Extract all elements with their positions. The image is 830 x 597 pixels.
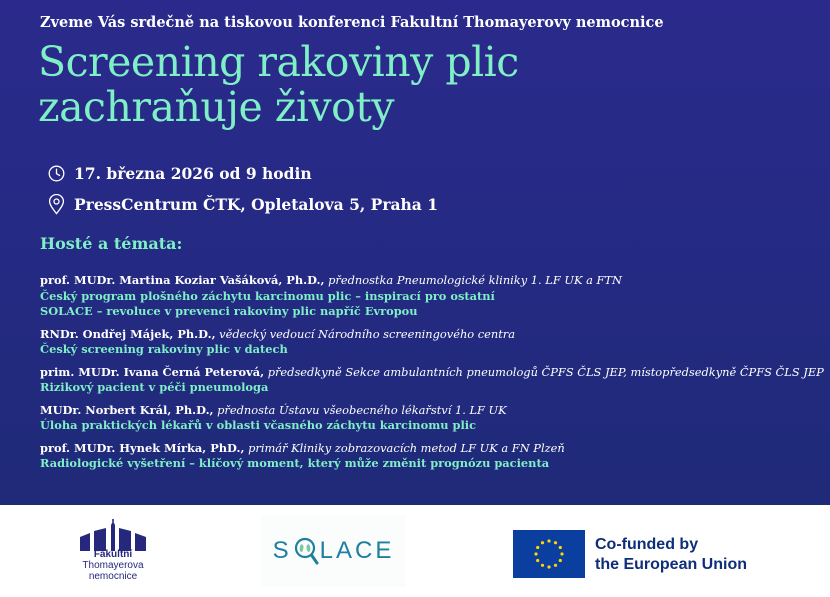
eu-funding-text bbox=[595, 535, 747, 575]
event-place-text: PressCentrum ČTK, Opletalova 5, Praha 1 bbox=[74, 194, 439, 214]
title-line-1: Screening rakoviny plic bbox=[38, 38, 519, 86]
eu-line-1: Co-funded by bbox=[595, 536, 699, 553]
invitation-line: Zveme Vás srdečně na tiskovou konferenci Fakultní Thomayerovy nemocnice bbox=[40, 14, 664, 31]
guests-heading: Hosté a témata: bbox=[40, 234, 183, 253]
guest-item bbox=[40, 364, 824, 396]
guest-line bbox=[40, 403, 820, 419]
guest-list bbox=[40, 273, 824, 479]
guest-topic: Úloha praktických lékařů v oblasti včasného záchytu karcinomu plic bbox=[40, 418, 477, 432]
solace-text-start: S bbox=[272, 537, 292, 564]
partner-logos bbox=[0, 505, 830, 597]
location-pin-icon bbox=[48, 194, 65, 215]
eu-line-2: the European Union bbox=[595, 556, 747, 573]
guest-topic: Český program plošného záchytu karcinomu plic – inspirací pro ostatní bbox=[40, 288, 495, 303]
guest-name: RNDr. Ondřej Májek, Ph.D., bbox=[40, 326, 216, 341]
guest-name: MUDr. Norbert Král, Ph.D., bbox=[40, 402, 214, 417]
guest-item bbox=[40, 403, 820, 434]
eu-stars-icon bbox=[513, 530, 585, 578]
ftn-line-1: Fakultní bbox=[93, 549, 133, 560]
solace-text-end: LACE bbox=[319, 537, 395, 564]
event-place bbox=[48, 192, 438, 216]
guest-topic: SOLACE – revoluce v prevenci rakoviny plic napříč Evropou bbox=[40, 304, 418, 318]
guest-line bbox=[40, 327, 820, 343]
hospital-building-icon bbox=[74, 519, 152, 551]
guest-role: vědecký vedoucí Národního screeningového centra bbox=[219, 326, 516, 341]
guest-line bbox=[40, 273, 820, 289]
event-time bbox=[48, 161, 312, 185]
ftn-line-3: nemocnice bbox=[88, 571, 138, 582]
guest-item bbox=[40, 327, 820, 358]
guest-topic: Český screening rakoviny plic v datech bbox=[40, 342, 288, 356]
guest-line bbox=[40, 441, 820, 457]
guest-name: prof. MUDr. Martina Koziar Vašáková, Ph.D., bbox=[40, 273, 325, 287]
guest-role: přednosta Ústavu všeobecného lékařství 1. LF UK bbox=[217, 402, 507, 417]
page-title bbox=[38, 40, 798, 130]
ftn-logo bbox=[74, 519, 152, 583]
guest-role: přednostka Pneumologické kliniky 1. LF UK a FTN bbox=[328, 273, 622, 287]
solace-logo bbox=[261, 515, 406, 587]
guest-topic: Radiologické vyšetření – klíčový moment, který může změnit prognózu pacienta bbox=[40, 456, 550, 470]
eu-flag bbox=[513, 530, 585, 578]
guest-role: předsedkyně Sekce ambulantních pneumologů ČPFS ČLS JEP, místopředsedkyně ČPFS ČLS JEP bbox=[267, 364, 824, 379]
guest-item bbox=[40, 273, 820, 320]
guest-item bbox=[40, 441, 820, 472]
guest-name: prim. MUDr. Ivana Černá Peterová, bbox=[40, 364, 265, 379]
ftn-line-2: Thomayerova bbox=[82, 560, 144, 571]
guest-name: prof. MUDr. Hynek Mírka, PhD., bbox=[40, 440, 245, 455]
title-line-2: zachraňuje životy bbox=[38, 83, 394, 131]
ftn-logo-text bbox=[74, 549, 152, 582]
clock-icon bbox=[48, 165, 65, 182]
guest-topic: Rizikový pacient v péči pneumologa bbox=[40, 380, 269, 394]
event-time-text: 17. března 2026 od 9 hodin bbox=[74, 163, 312, 183]
guest-line bbox=[40, 364, 824, 381]
magnifier-lungs-icon bbox=[293, 536, 319, 566]
guest-role: primář Kliniky zobrazovacích metod LF UK a FN Plzeň bbox=[248, 440, 565, 455]
